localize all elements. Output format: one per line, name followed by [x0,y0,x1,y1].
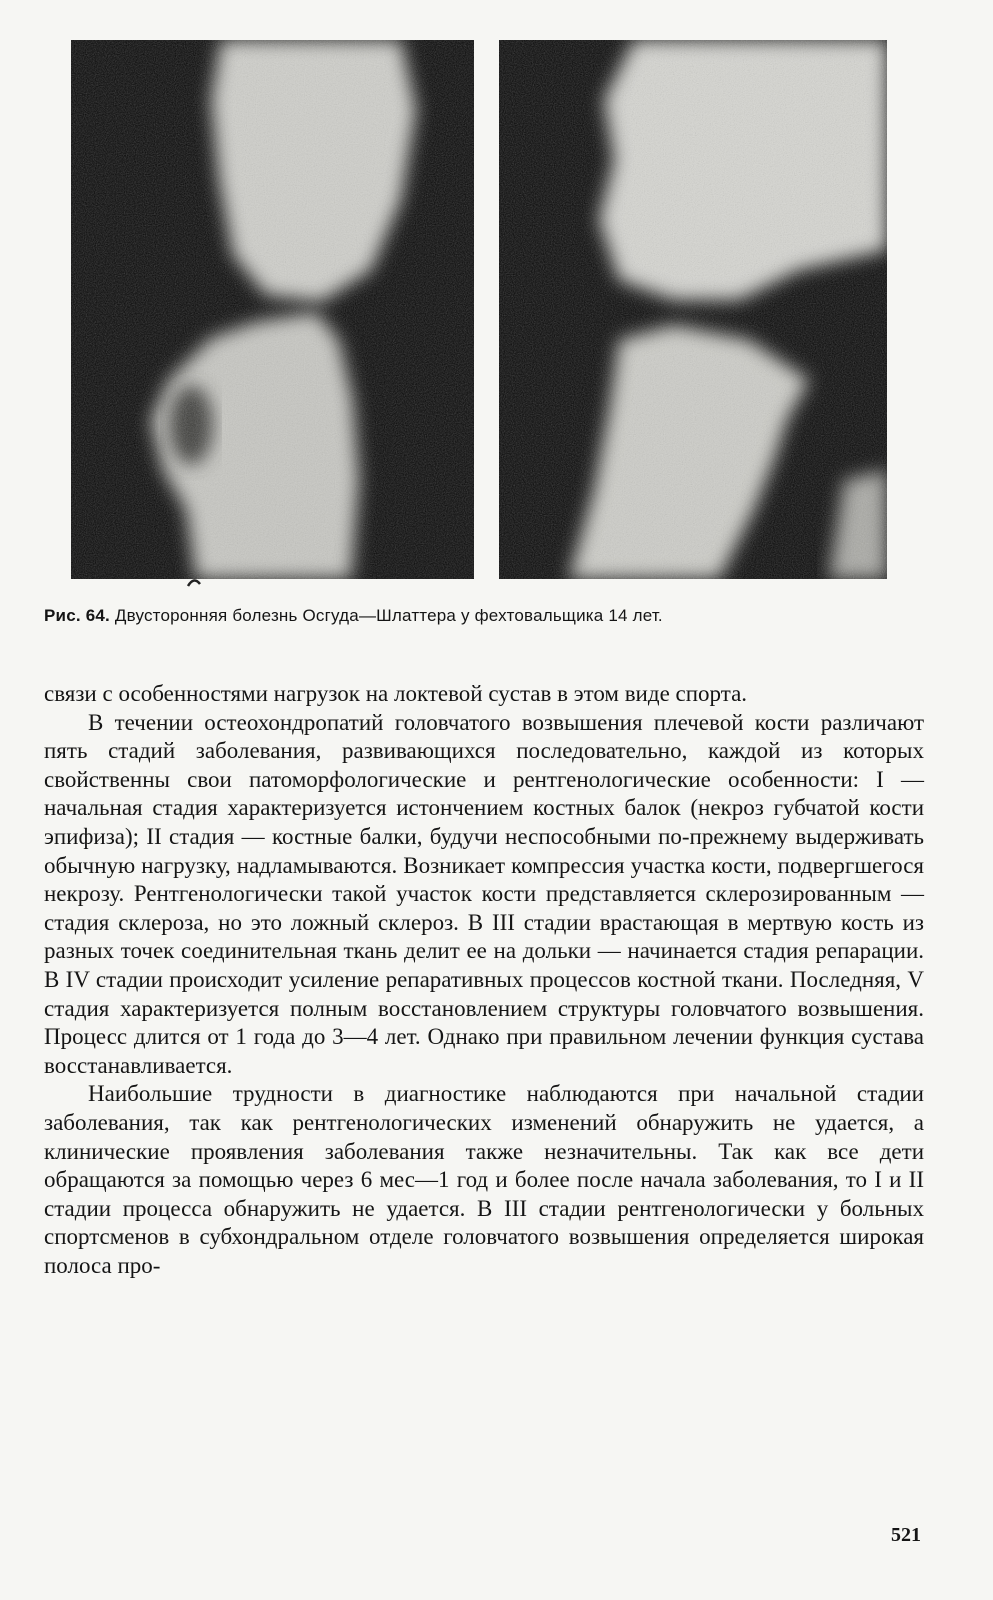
body-text [44,680,924,1280]
paragraph-1: связи с особенностями нагрузок на локтевой сустав в этом виде спорта. [44,681,748,706]
caption-text: Двусторонняя болезнь Осгуда—Шлаттера у фехтовальщика 14 лет. [114,606,663,625]
figure-caption [44,606,924,626]
caption-label: Рис. 64. [44,606,110,625]
paragraph-2: В течении остеохондропатий головчатого возвышения плечевой кости различают пять стадий заболевания, развивающихся последовательно, каждой из которых свойственны свои патоморфологические и рентгенологические особенности: I — начальная стадия характеризуется истончением костных балок (некроз губчатой кости эпифиза); II стадия — костные балки, будучи неспособными по-прежнему выдерживать обычную нагрузку, надламываются. Возникает компрессия участка кости, подвергшегося некрозу. Рентгенологически такой участок кости представляется склерозированным — стадия склероза, но это ложный склероз. В III стадии врастающая в мертвую кость из разных точек соединительная ткань делит ее на дольки — начинается стадия репарации. В IV стадии происходит усиление репаративных процессов костной ткани. Последняя, V стадия характеризуется полным восстановлением структуры головчатого возвышения. Процесс длится от 1 года до 3—4 лет. Однако при правильном лечении функция сустава восстанавливается. [44,709,924,1078]
paragraph-3: Наибольшие трудности в диагностике наблюдаются при начальной стадии заболевания, так как рентгенологических изменений обнаружить не удается, а клинические проявления заболевания также незначительны. Так как все дети обращаются за помощью через 6 мес—1 год и более после начала заболевания, то I и II стадии процесса обнаружить не удается. В III стадии рентгенологически у больных спортсменов в субхондральном отделе головчатого возвышения определяется широкая полоса про- [44,1081,924,1278]
page-number: 521 [891,1524,921,1546]
xray-image-left [71,40,474,579]
xray-image-right [499,40,887,579]
print-mark [186,578,202,588]
figure [71,40,887,579]
